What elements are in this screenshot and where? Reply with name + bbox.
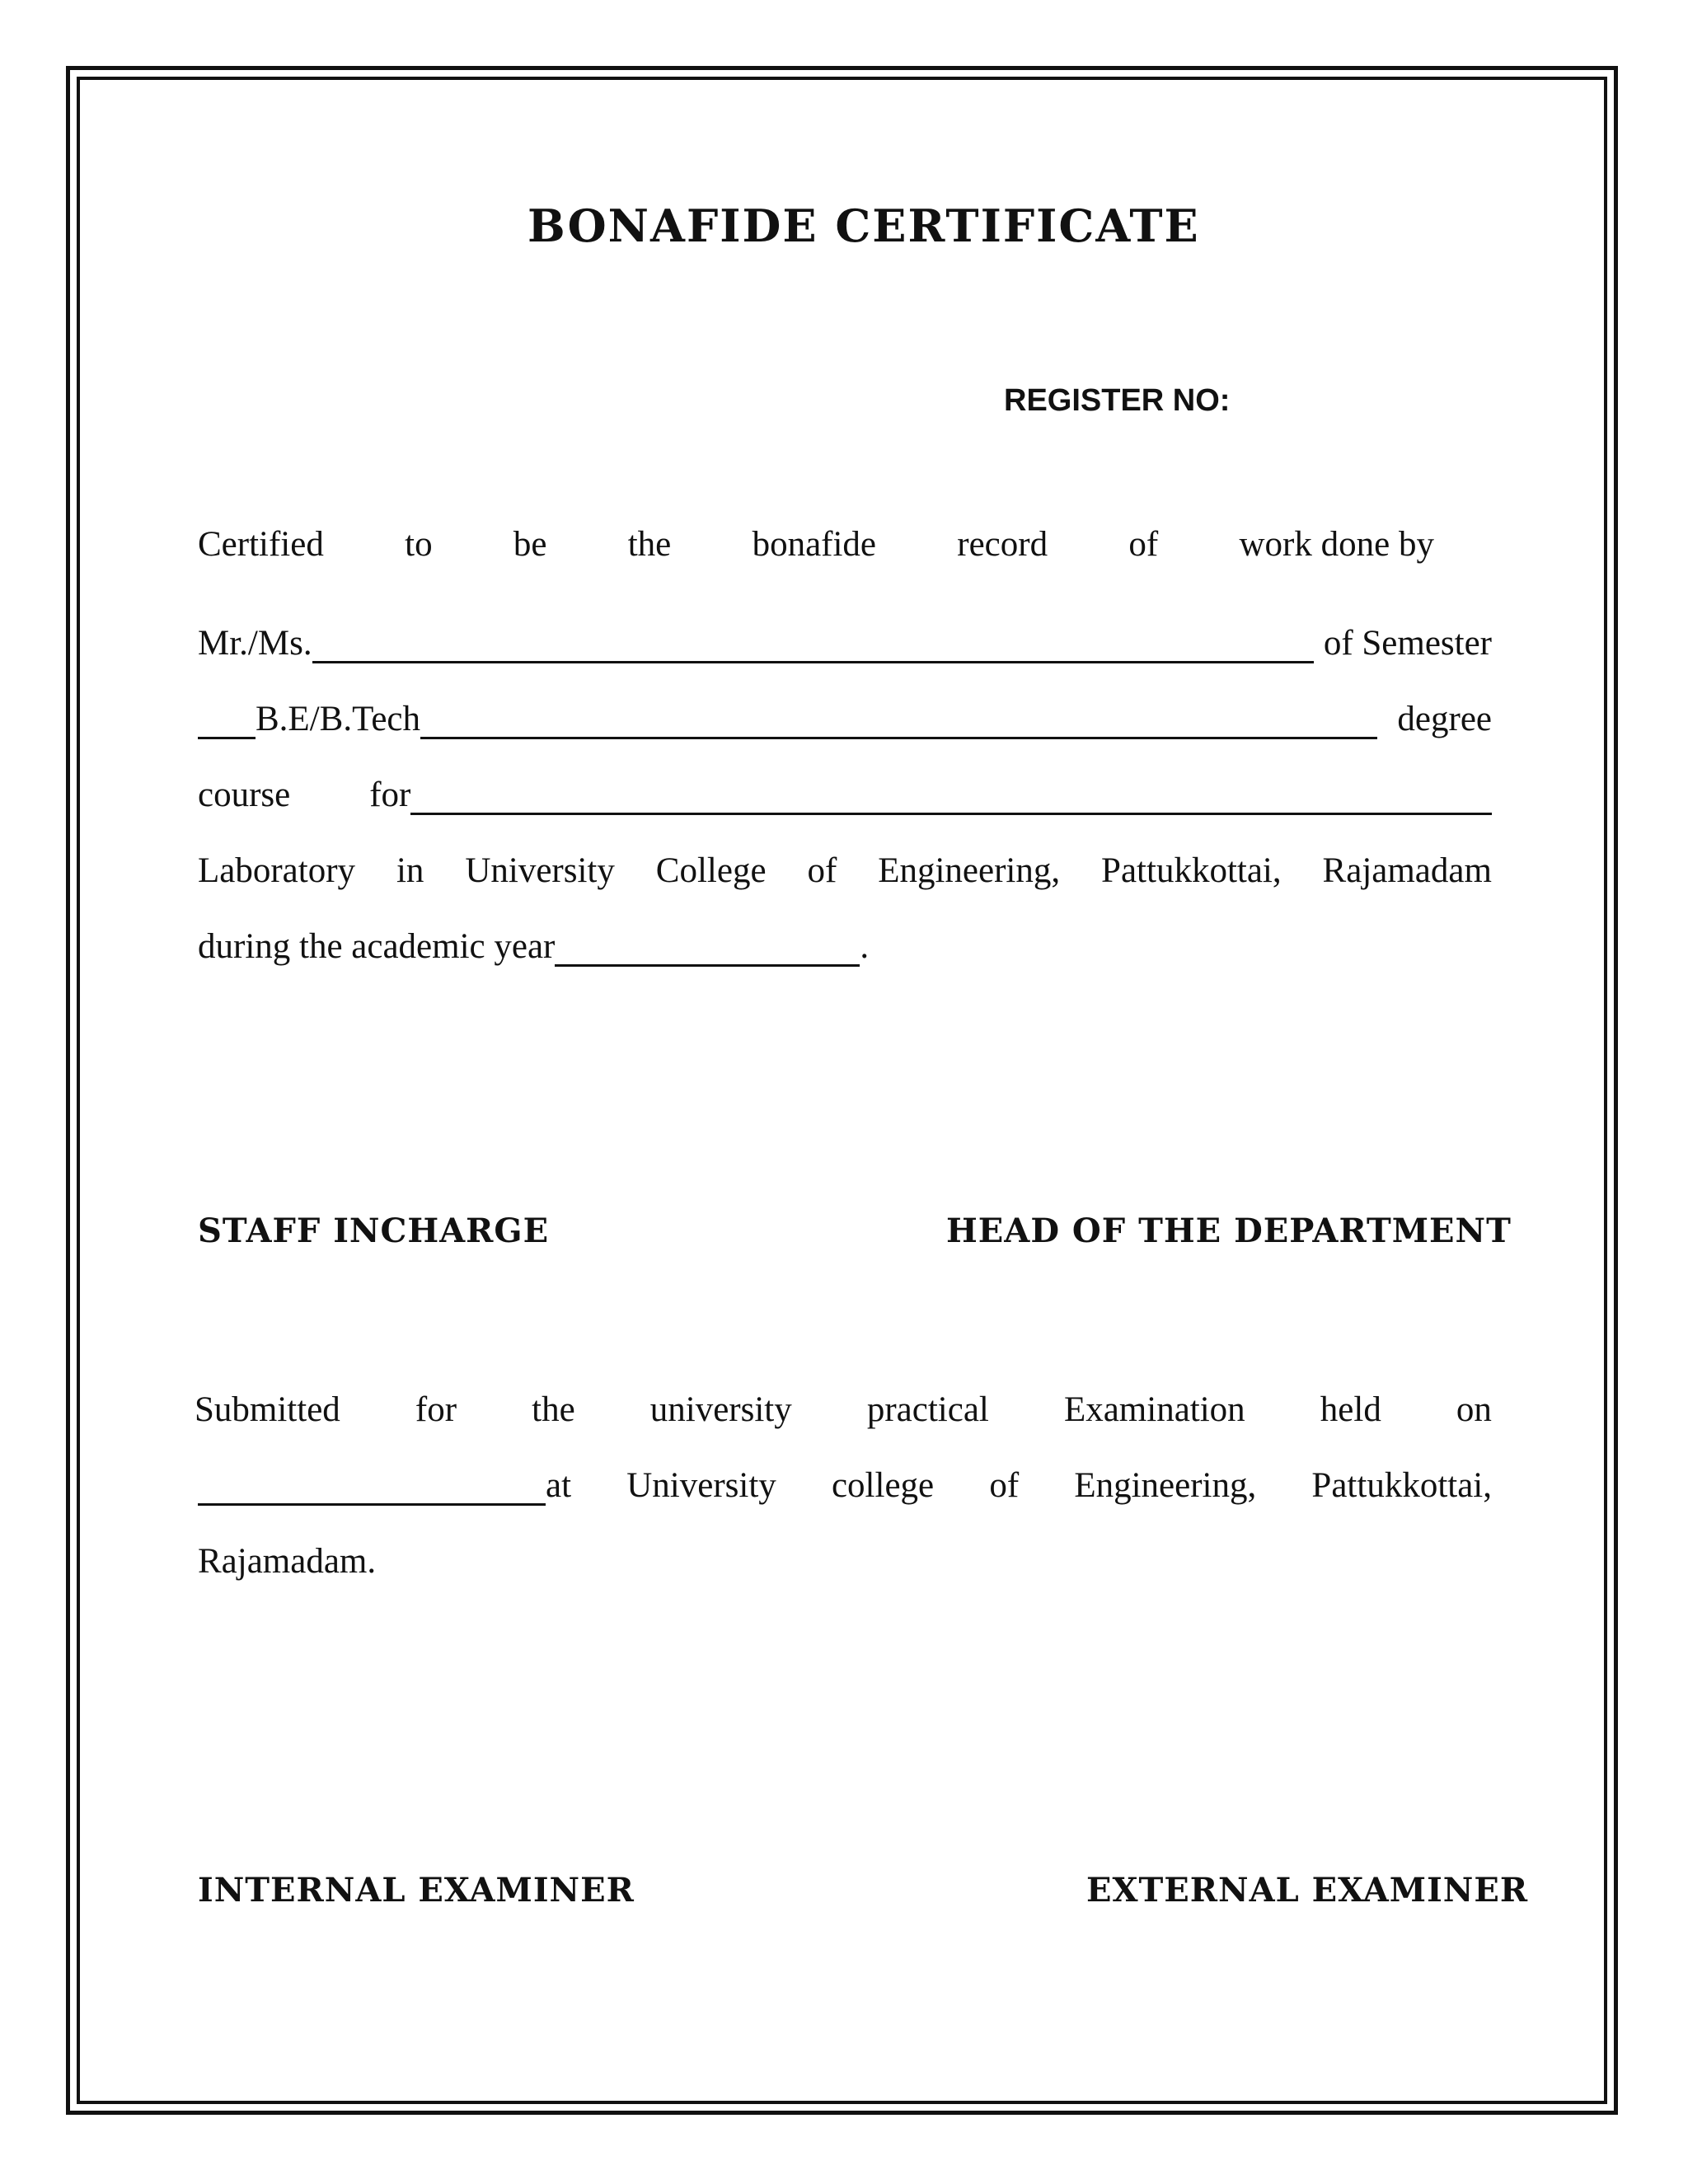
- certified-word: the: [627, 525, 672, 564]
- submitted-word: Examination: [1063, 1390, 1245, 1429]
- head-of-department-signature: HEAD OF THE DEPARTMENT: [946, 1212, 1512, 1250]
- submitted-word: for: [415, 1390, 457, 1429]
- submitted-word: university: [649, 1390, 792, 1429]
- exam-date-blank[interactable]: [198, 1469, 546, 1506]
- submitted-word: practical: [866, 1390, 989, 1429]
- laboratory-word: in: [396, 851, 424, 890]
- academic-year-prefix: during the academic year: [198, 927, 556, 966]
- semester-blank[interactable]: [198, 703, 256, 739]
- at-word: University: [626, 1466, 776, 1505]
- at-word: Engineering,: [1074, 1466, 1257, 1505]
- laboratory-line: [198, 841, 1492, 891]
- place-text: Rajamadam.: [198, 1542, 377, 1581]
- submitted-word: held: [1320, 1390, 1381, 1429]
- degree-word: degree: [1397, 700, 1492, 738]
- at-word: college: [831, 1466, 935, 1505]
- external-examiner-signature: EXTERNAL EXAMINER: [1086, 1871, 1529, 1910]
- laboratory-word: Engineering,: [878, 851, 1061, 890]
- course-line: [198, 766, 1492, 815]
- submitted-line: [195, 1380, 1492, 1430]
- laboratory-word: of: [807, 851, 837, 890]
- name-line: [198, 614, 1492, 663]
- for-word: for: [369, 776, 411, 814]
- laboratory-word: University: [465, 851, 615, 890]
- certified-word: record: [957, 525, 1048, 564]
- exam-date-line: [198, 1456, 1492, 1506]
- name-prefix: Mr./Ms.: [198, 624, 312, 663]
- certified-word: to: [405, 525, 433, 564]
- degree-label: B.E/B.Tech: [256, 700, 421, 738]
- staff-incharge-signature: STAFF INCHARGE: [198, 1212, 550, 1250]
- internal-examiner-signature: INTERNAL EXAMINER: [198, 1871, 635, 1910]
- branch-blank[interactable]: [420, 703, 1377, 739]
- certified-word: of: [1128, 525, 1159, 564]
- degree-line: [198, 690, 1492, 739]
- register-number-label: REGISTER NO:: [1004, 383, 1231, 418]
- place-line: [198, 1532, 1492, 1582]
- certified-line: [198, 515, 1492, 565]
- certified-word: work done by: [1239, 525, 1434, 564]
- at-word: at: [546, 1466, 572, 1505]
- academic-year-line: [198, 917, 1492, 967]
- laboratory-word: College: [655, 851, 767, 890]
- inner-border: [77, 77, 1607, 2104]
- laboratory-name-blank[interactable]: [410, 779, 1492, 815]
- academic-year-blank[interactable]: [555, 930, 860, 967]
- laboratory-word: Laboratory: [198, 851, 356, 890]
- of-semester-text: of Semester: [1323, 624, 1492, 663]
- certified-word: bonafide: [752, 525, 876, 564]
- certified-word: be: [513, 525, 547, 564]
- at-word: of: [989, 1466, 1020, 1505]
- certificate-title: BONAFIDE CERTIFICATE: [528, 199, 1200, 252]
- student-name-blank[interactable]: [312, 627, 1314, 663]
- laboratory-word: Pattukkottai,: [1101, 851, 1282, 890]
- course-word: course: [198, 776, 291, 814]
- submitted-word: Submitted: [195, 1390, 340, 1429]
- academic-year-suffix: .: [860, 927, 870, 966]
- submitted-word: the: [532, 1390, 575, 1429]
- at-word: Pattukkottai,: [1311, 1466, 1492, 1505]
- certified-word: Certified: [198, 525, 324, 564]
- submitted-word: on: [1456, 1390, 1492, 1429]
- laboratory-word: Rajamadam: [1322, 851, 1492, 890]
